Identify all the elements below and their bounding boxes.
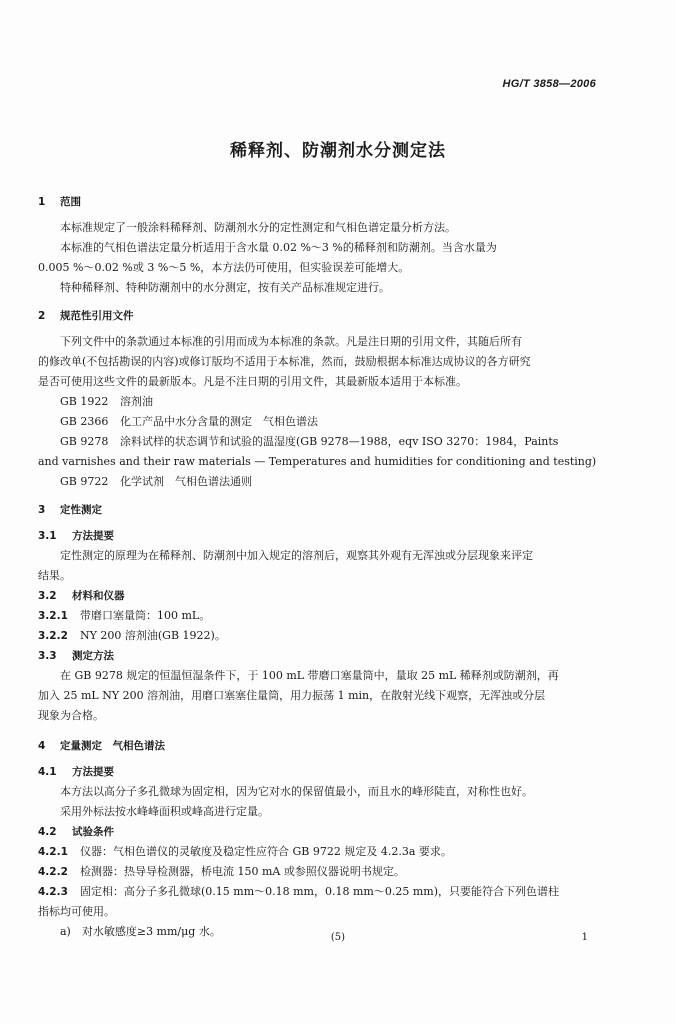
section-number: 2: [38, 310, 46, 322]
paragraph: 在 GB 9278 规定的恒温恒湿条件下，于 100 mL 带磨口塞量筒中，量取 25 mL 稀释剂或防潮剂，再: [60, 669, 559, 682]
subsection-number: 3.3: [38, 650, 57, 662]
item-number: 4.2.3: [38, 886, 68, 898]
paragraph: 定性测定的原理为在稀释剂、防潮剂中加入规定的溶剂后，观察其外观有无浑浊或分层现象来评定: [60, 549, 533, 562]
subsection-heading: [38, 646, 606, 666]
paragraph: 特种稀释剂、特种防潮剂中的水分测定，按有关产品标准规定进行。: [60, 281, 390, 294]
paragraph: 采用外标法按水峰峰面积或峰高进行定量。: [60, 805, 269, 818]
item-text: 检测器：热导导检测器，桥电流 150 mA 或参照仪器说明书规定。: [80, 865, 405, 878]
reference-continuation: and varnishes and their raw materials — Temperatures and humidities for conditioning and testing): [38, 455, 597, 468]
reference-item: [38, 392, 606, 412]
page-number: (5): [330, 932, 346, 943]
paragraph: 本方法以高分子多孔微球为固定相，因为它对水的保留值最小，而且水的峰形陡直，对称性也好。: [60, 785, 533, 798]
subsection-number: 4.1: [38, 766, 57, 778]
subsection-title: 测定方法: [72, 650, 114, 662]
subsection-title: 方法提要: [72, 766, 114, 778]
item-number: 3.2.2: [38, 630, 68, 642]
paragraph-continuation: 0.005 %～0.02 %或 3 %～5 %，本方法仍可使用，但实验误差可能增大。: [38, 261, 410, 274]
section-title: 定量测定 气相色谱法: [60, 740, 165, 752]
section-3-heading: [38, 500, 606, 520]
paragraph-continuation: 指标均可使用。: [38, 905, 115, 918]
subsection-number: 4.2: [38, 826, 57, 838]
reference-title: 化工产品中水分含量的测定 气相色谱法: [120, 415, 318, 428]
section-title: 规范性引用文件: [60, 310, 134, 322]
section-number: 4: [38, 740, 46, 752]
item-number: 4.2.1: [38, 846, 68, 858]
subsection-title: 试验条件: [72, 826, 114, 838]
item-text: 带磨口塞量筒：100 mL。: [80, 609, 211, 622]
section-title: 范围: [60, 196, 81, 208]
numbered-item: [38, 626, 606, 646]
numbered-item: [38, 862, 606, 882]
subsection-number: 3.1: [38, 530, 57, 542]
section-number: 1: [38, 196, 46, 208]
paragraph-continuation: 的修改单(不包括勘误的内容)或修订版均不适用于本标准，然而，鼓励根据本标准达成协议的各方研究: [38, 355, 531, 368]
subsection-title: 材料和仪器: [72, 590, 125, 602]
document-title: 稀释剂、防潮剂水分测定法: [230, 141, 446, 161]
document-body: [38, 192, 606, 942]
paragraph: 下列文件中的条款通过本标准的引用而成为本标准的条款。凡是注日期的引用文件，其随后所有: [60, 335, 522, 348]
paragraph-continuation: 结果。: [38, 569, 71, 582]
subsection-heading: [38, 526, 606, 546]
paragraph: 本标准的气相色谱法定量分析适用于含水量 0.02 %～3 %的稀释剂和防潮剂。当含水量为: [60, 241, 497, 254]
reference-code: GB 9722: [60, 475, 109, 488]
reference-title: 涂料试样的状态调节和试验的温湿度(GB 9278—1988，eqv ISO 3270：1984，Paints: [120, 435, 559, 448]
paragraph-continuation: 加入 25 mL NY 200 溶剂油，用磨口塞塞住量筒，用力振荡 1 min，在散射光线下观察，无浑浊或分层: [38, 689, 546, 702]
item-number: 3.2.1: [38, 610, 68, 622]
reference-code: GB 9278: [60, 435, 109, 448]
paragraph-continuation: 是否可使用这些文件的最新版本。凡是不注日期的引用文件，其最新版本适用于本标准。: [38, 375, 467, 388]
reference-code: GB 2366: [60, 415, 109, 428]
numbered-item: [38, 606, 606, 626]
item-text: 仪器：气相色谱仪的灵敏度及稳定性应符合 GB 9722 规定及 4.2.3a 要求。: [80, 845, 452, 858]
reference-item: [38, 472, 606, 492]
subsection-number: 3.2: [38, 590, 57, 602]
numbered-item: [38, 882, 606, 902]
reference-item: [38, 432, 606, 452]
reference-title: 溶剂油: [120, 395, 153, 408]
section-2-heading: [38, 306, 606, 326]
section-4-heading: [38, 736, 606, 756]
subsection-heading: [38, 586, 606, 606]
reference-item: [38, 412, 606, 432]
subsection-heading: [38, 762, 606, 782]
paragraph-continuation: 现象为合格。: [38, 709, 104, 722]
section-number: 3: [38, 504, 46, 516]
section-1-heading: [38, 192, 606, 212]
paragraph: 本标准规定了一般涂料稀释剂、防潮剂水分的定性测定和气相色谱定量分析方法。: [60, 221, 456, 234]
list-item: a) 对水敏感度≥3 mm/μg 水。: [60, 925, 221, 938]
item-text: 固定相：高分子多孔微球(0.15 mm～0.18 mm，0.18 mm～0.25 mm)，只要能符合下列色谱柱: [80, 885, 559, 898]
subsection-heading: [38, 822, 606, 842]
numbered-item: [38, 842, 606, 862]
reference-code: GB 1922: [60, 395, 109, 408]
sheet-number: 1: [581, 932, 588, 943]
section-title: 定性测定: [60, 504, 102, 516]
item-number: 4.2.2: [38, 866, 68, 878]
reference-title: 化学试剂 气相色谱法通则: [120, 475, 252, 488]
item-text: NY 200 溶剂油(GB 1922)。: [80, 629, 226, 642]
standard-code: HG/T 3858—2006: [502, 78, 596, 90]
subsection-title: 方法提要: [72, 530, 114, 542]
